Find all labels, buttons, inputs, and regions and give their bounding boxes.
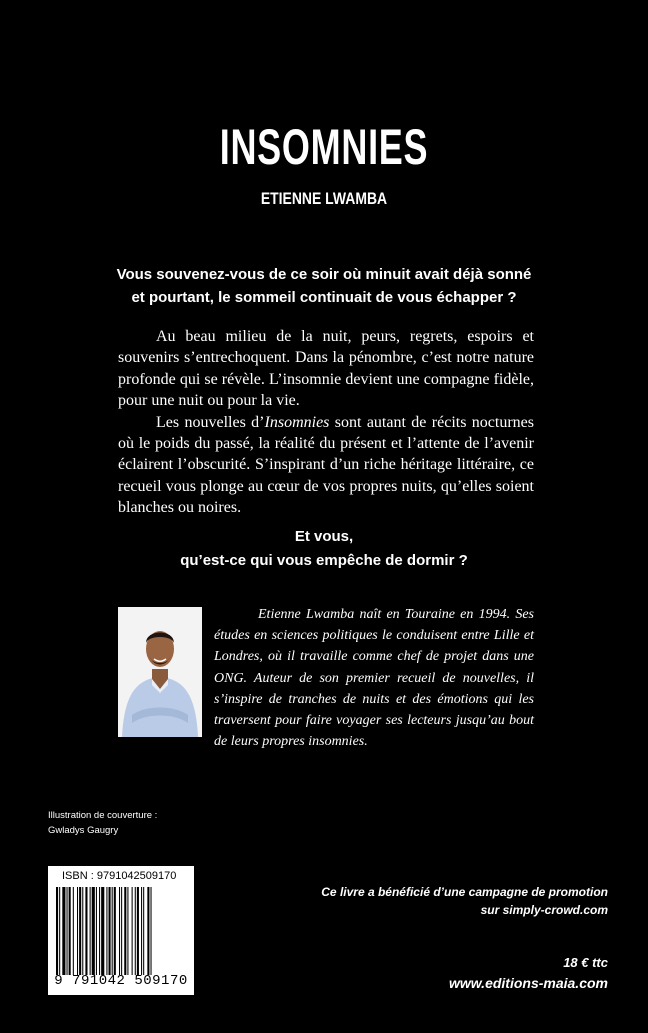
barcode-bar [69,887,71,975]
barcode-bar [96,887,97,975]
blurb-paragraph-2 [118,412,534,519]
barcode-bar [114,887,116,975]
promotion-line-2: sur simply-crowd.com [480,903,608,917]
barcode-bar [124,887,126,975]
barcode-bar [137,887,139,975]
barcode-bar [90,887,91,975]
hook-text [100,263,548,309]
closing-question [100,525,548,573]
barcode-bar [119,887,120,975]
barcode-bar [99,887,100,975]
barcode-bar [112,887,113,975]
credit-label: Illustration de couverture : [48,810,158,821]
barcode-bar [151,887,152,975]
hook-line-2: et pourtant, le sommeil continuait de vous échapper ? [131,289,517,306]
barcode-digits: 9 791042 509170 [54,973,188,989]
blurb-paragraph-1: Au beau milieu de la nuit, peurs, regrets, espoirs et souvenirs s’entrechoquent. Dans la pénombre, c’est notre nature profonde qui se révèle. L’insomnie devient une compagne fidèle, pour une nuit ou pour la vie. [118,328,534,410]
barcode-bar [62,887,65,975]
barcode-bar [92,887,95,975]
isbn-barcode [48,866,194,995]
author-photo [118,607,202,737]
promotion-note [321,883,608,919]
barcode-bar [101,887,104,975]
barcode-bar [106,887,107,975]
barcode-bar [56,887,58,975]
barcode-bar [67,887,68,975]
barcode-bar [109,887,111,975]
barcode-bar [121,887,122,975]
book-title-italic: Insomnies [264,413,330,431]
barcode-bar [59,887,60,975]
price: 18 € ttc [563,955,608,970]
isbn-label: ISBN : 9791042509170 [62,870,177,882]
barcode-bar [141,887,142,975]
publisher-website: www.editions-maia.com [449,975,608,991]
blurb [118,326,534,519]
barcode-bar [143,887,144,975]
barcode-bar [132,887,133,975]
barcode-bar [79,887,81,975]
barcode-bar [82,887,83,975]
author-bio [214,604,534,752]
hook-line-1: Vous souvenez-vous de ce soir où minuit avait déjà sonné [116,266,532,283]
cover-illustration-credit [48,808,157,838]
barcode-bars [56,887,186,975]
credit-name: Gwladys Gaugry [48,825,119,836]
book-title: INSOMNIES [219,119,429,175]
barcode-bar [77,887,78,975]
author-portrait-illustration [118,607,202,737]
barcode-bar [135,887,136,975]
blurb-text-a: Les nouvelles d’ [156,413,265,431]
blurb-text-b: sont autant de récits nocturnes où le poids du passé, la réalité du présent et l’attente de l’avenir éclairent l’obscurité. S’inspirant d’un riche héritage littéraire, ce recueil vous plonge au cœur de vos propres nuits, qu’elles soient blanches ou noires. [118,413,535,517]
question-line-1: Et vous, [294,528,354,545]
author-name: ETIENNE LWAMBA [260,189,388,208]
question-line-2: qu’est-ce qui vous empêche de dormir ? [180,552,468,569]
barcode-bar [85,887,87,975]
promotion-line-1: Ce livre a bénéficié d’une campagne de promotion [321,885,608,899]
barcode-bar [127,887,128,975]
author-bio-text: Etienne Lwamba naît en Touraine en 1994. Ses études en sciences politiques le conduisent entre Lille et Londres, où il travaille comme chef de projet dans une ONG. Auteur de son premier recueil de nouvelles, il s’inspire de tranches de nuits et des émotions qui les traversent pour faire voyager ses lecteurs jusqu’au bout de leurs propres insomnies. [214,607,534,750]
barcode-bar [73,887,74,975]
barcode-bar [147,887,149,975]
